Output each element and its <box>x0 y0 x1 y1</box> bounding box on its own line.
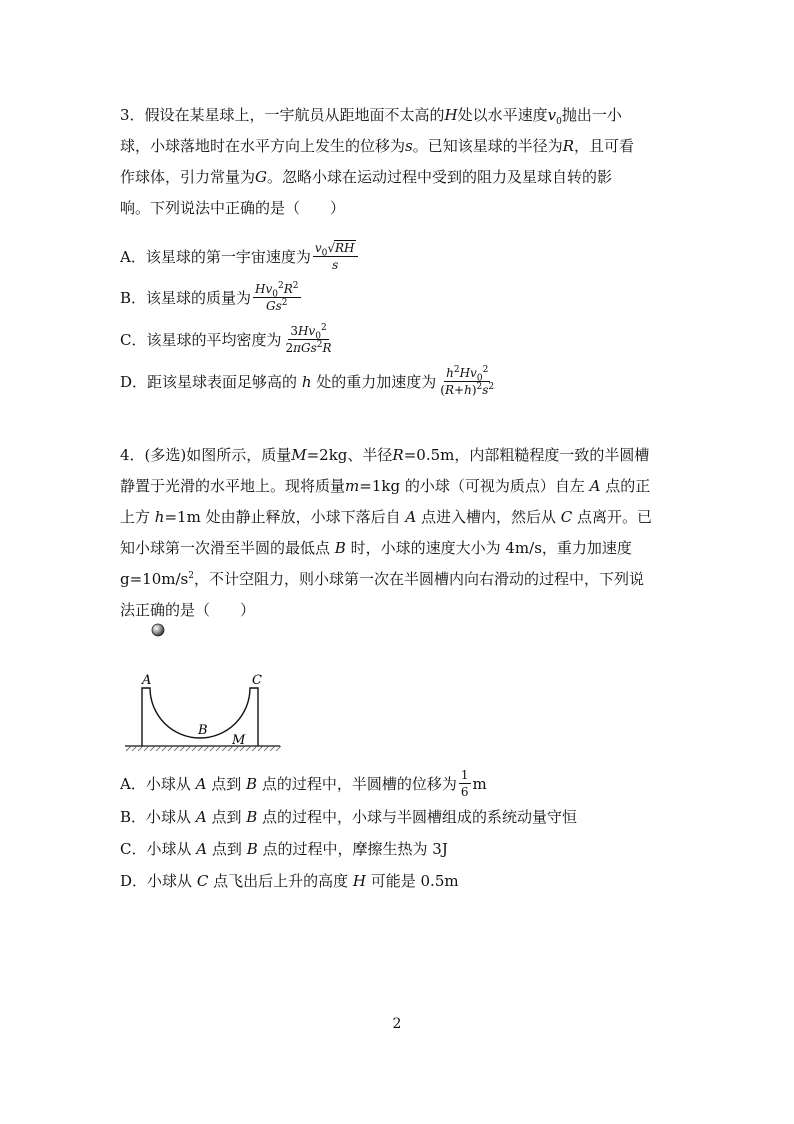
q4-line-2: 静置于光滑的水平地上。现将质量m=1kg 的小球（可视为质点）自左 A 点的正 <box>120 477 651 495</box>
q4-line-3: 上方 h=1m 处由静止释放，小球下落后自 A 点进入槽内，然后从 C 点离开。已 <box>120 508 653 526</box>
formula-first-cosmic-velocity: $\frac{v_0√RH}{s}$ <box>313 240 358 272</box>
q3-option-a[interactable]: A．该星球的第一宇宙速度为 $\frac{v_0√RH}{s}$ <box>120 240 360 272</box>
q4-option-c[interactable]: C．小球从 A 点到 B 点的过程中，摩擦生热为 3J <box>120 839 448 858</box>
q3-line-4: 响。下列说法中正确的是（ ） <box>120 199 346 217</box>
page-number: 2 <box>392 1016 402 1032</box>
q4-option-d[interactable]: D．小球从 C 点飞出后上升的高度 H 可能是 0.5m <box>120 871 459 890</box>
q4-line-4: 知小球第一次滑至半圆的最低点 B 时，小球的速度大小为 4m/s，重力加速度 <box>120 539 632 557</box>
formula-average-density: $\frac{3Hv_0^2}{2\pi Gs^2R}$ <box>285 323 332 355</box>
question-4 <box>120 440 680 626</box>
ball-icon <box>152 624 164 636</box>
q4-line-1: 4．(多选)如图所示，质量M=2kg、半径R=0.5m，内部粗糙程度一致的半圆槽 <box>120 446 650 464</box>
q4-line-5: $g=10m/s^2$，不计空阻力，则小球第一次在半圆槽内向右滑动的过程中，下列说 <box>120 570 644 588</box>
q4-option-a[interactable]: A．小球从 A 点到 B 点的过程中，半圆槽的位移为 $\frac{1}{6}$ m <box>120 768 487 799</box>
question-3 <box>120 100 680 224</box>
q3-line-2: 球，小球落地时在水平方向上发生的位移为s。已知该星球的半径为R，且可看 <box>120 137 635 155</box>
label-b: B <box>198 723 208 738</box>
label-m: M <box>232 733 246 748</box>
q3-line-1: 3．假设在某星球上，一宇航员从距地面不太高的H处以水平速度$v_0$抛出一小 <box>120 106 622 127</box>
formula-planet-mass: $\frac{Hv_0^2R^2}{Gs^2}$ <box>255 281 299 313</box>
q3-option-b[interactable]: B．该星球的质量为 $\frac{Hv_0^2R^2}{Gs^2}$ <box>120 281 299 313</box>
q4-line-6: 法正确的是（ ） <box>120 601 256 619</box>
ground-hatching <box>126 746 281 751</box>
label-a: A <box>142 673 152 688</box>
formula-gravity-acceleration: $\frac{h^2Hv_0^2}{(R+h)^2s^2}$ <box>440 365 495 397</box>
semicircular-groove-diagram <box>120 618 290 758</box>
q3-option-d[interactable]: D．距该星球表面足够高的 h 处的重力加速度为 $\frac{h^2Hv_0^2}{(R+h)^2s^2}$ <box>120 365 495 397</box>
fraction-one-sixth: $\frac{1}{6}$ <box>460 768 469 799</box>
q3-line-3: 作球体，引力常量为G。忽略小球在运动过程中受到的阻力及星球自转的影 <box>120 168 613 186</box>
q3-option-c[interactable]: C．该星球的平均密度为 $\frac{3Hv_0^2}{2\pi Gs^2R}$ <box>120 323 332 355</box>
q4-option-b[interactable]: B．小球从 A 点到 B 点的过程中，小球与半圆槽组成的系统动量守恒 <box>120 807 578 826</box>
label-c: C <box>252 673 262 688</box>
